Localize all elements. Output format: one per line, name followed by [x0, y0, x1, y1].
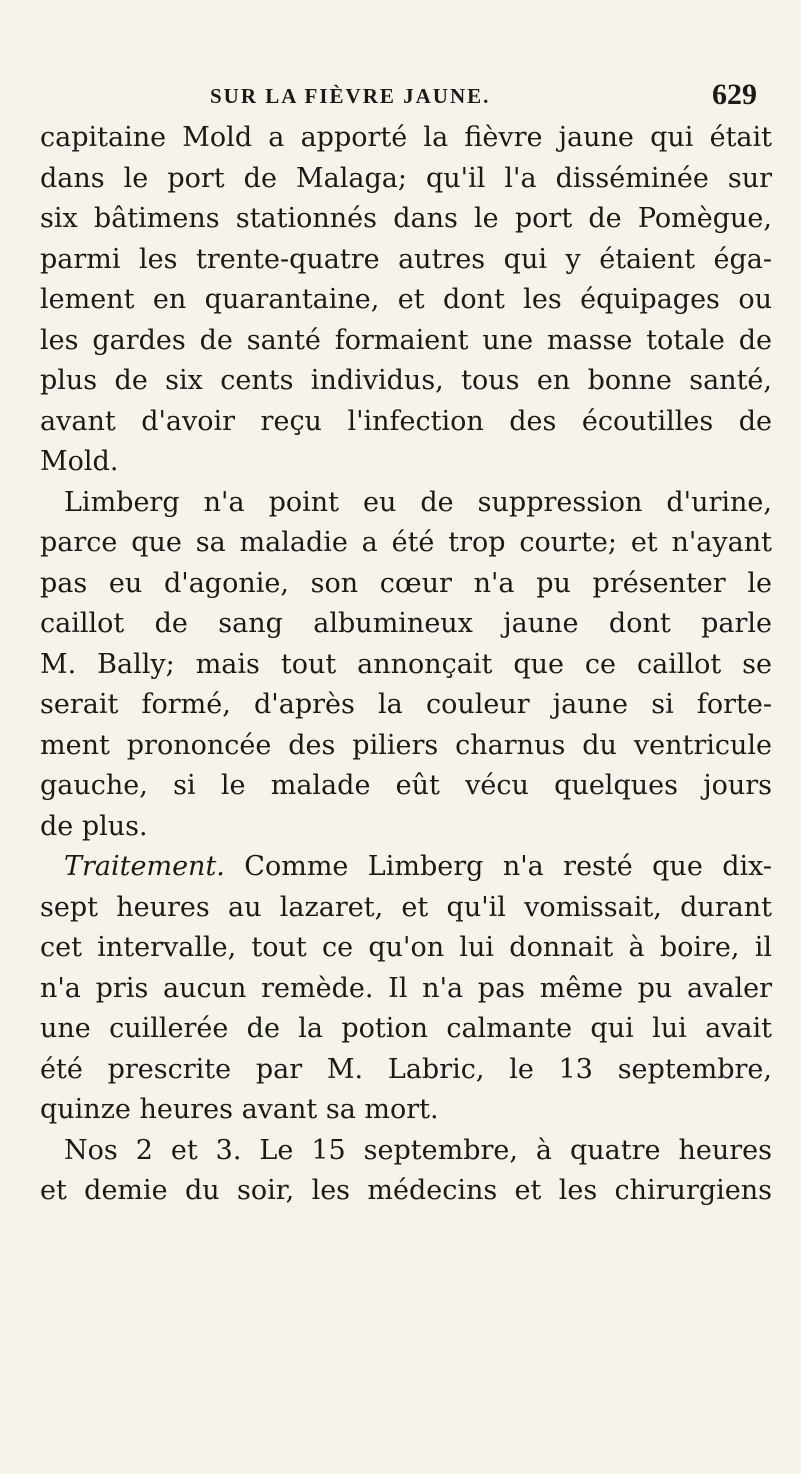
- text-line: et demie du soir, les médecins et les chirurgiens: [40, 1175, 772, 1206]
- text-line: été prescrite par M. Labric, le 13 septembre,: [40, 1053, 772, 1085]
- text-line: n'a pris aucun remède. Il n'a pas même pu avaler: [40, 972, 772, 1004]
- text-line: [40, 847, 772, 888]
- text-line: gauche, si le malade eût vécu quelques jours: [40, 770, 772, 801]
- text-line: quinze heures avant sa mort.: [40, 1094, 439, 1125]
- text-line: six bâtimens stationnés dans le port de Pomègue,: [40, 203, 772, 234]
- text-line: avant d'avoir reçu l'infection des écoutilles de: [40, 405, 772, 437]
- text-line: Limberg n'a point eu de suppression d'urine,: [64, 486, 772, 518]
- running-title: SUR LA FIÈVRE JAUNE.: [210, 84, 491, 108]
- text-line: les gardes de santé formaient une masse totale de: [40, 324, 772, 356]
- text-line: plus de six cents individus, tous en bonne santé,: [40, 365, 772, 396]
- text-line: de plus.: [40, 810, 148, 842]
- paragraph: [40, 847, 772, 1131]
- text-line: capitaine Mold a apporté la fièvre jaune qui était: [40, 122, 772, 153]
- text-run: Comme Limberg n'a resté que dix-: [224, 851, 772, 882]
- text-line: sept heures au lazaret, et qu'il vomissait, durant: [40, 891, 772, 923]
- text-line: serait formé, d'après la couleur jaune si forte-: [40, 689, 772, 720]
- paragraph: [40, 483, 772, 848]
- text-line: ment prononcée des piliers charnus du ventricule: [40, 729, 772, 761]
- paragraph: [40, 118, 772, 483]
- text-line: dans le port de Malaga; qu'il l'a disséminée sur: [40, 162, 772, 194]
- page-number: 629: [712, 78, 757, 111]
- text-line: pas eu d'agonie, son cœur n'a pu présenter le: [40, 567, 772, 599]
- body-text: [40, 118, 772, 1212]
- text-line: cet intervalle, tout ce qu'on lui donnait à boire, il: [40, 932, 772, 963]
- running-head: [0, 70, 801, 114]
- text-line: Nos 2 et 3. Le 15 septembre, à quatre heures: [64, 1134, 772, 1166]
- text-line: parce que sa maladie a été trop courte; et n'ayant: [40, 527, 772, 558]
- text-line: lement en quarantaine, et dont les équipages ou: [40, 284, 772, 315]
- section-heading: Traitement.: [64, 851, 225, 882]
- text-line: Mold.: [40, 446, 119, 477]
- text-line: caillot de sang albumineux jaune dont parle: [40, 608, 772, 639]
- paragraph: [40, 1131, 772, 1212]
- text-line: une cuillerée de la potion calmante qui lui avait: [40, 1013, 772, 1044]
- text-line: parmi les trente-quatre autres qui y étaient éga-: [40, 243, 772, 275]
- text-line: M. Bally; mais tout annonçait que ce caillot se: [40, 648, 772, 680]
